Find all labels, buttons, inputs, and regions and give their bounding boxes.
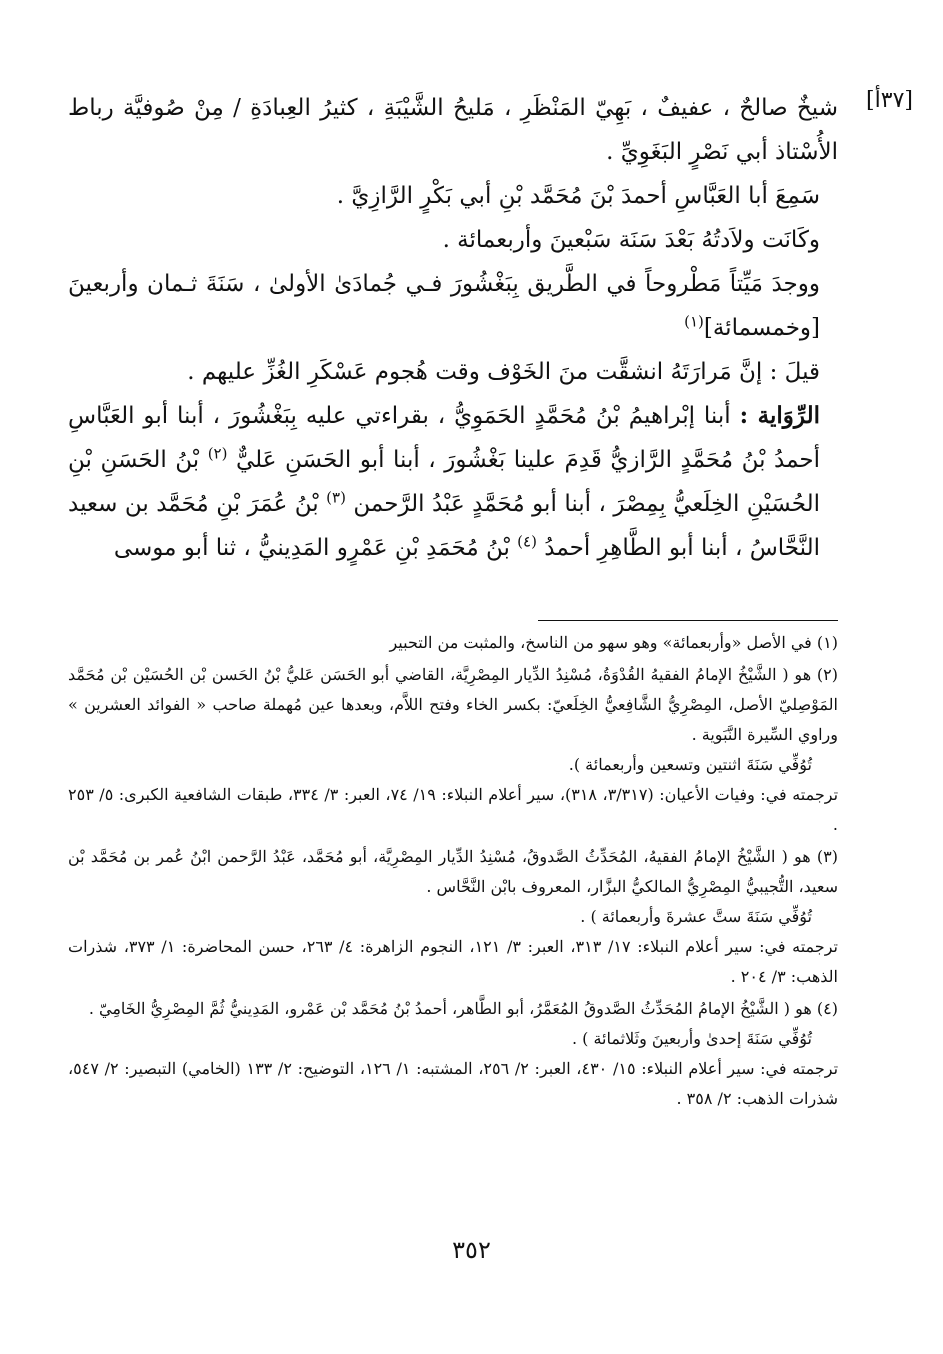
main-text bbox=[68, 86, 838, 570]
footnote-ref-1: (١) bbox=[684, 312, 704, 331]
footnote-ref-4: (٤) bbox=[517, 532, 537, 551]
footnote-3-death: تُوُفِّي سَنَةَ ستَّ عشرةَ وأربعمائة ) . bbox=[580, 907, 812, 926]
riwaya-text-d: بْنُ مُحَمَدِ بْنِ عَمْرٍو المَدِينيُّ ، ثنا أبو موسى bbox=[113, 535, 510, 561]
paragraph-hearing: سَمِعَ أبا العَبَّاسِ أحمدَ بْنَ مُحَمَّد بْنِ أبي بَكْرٍ الرَّازِيَّ . bbox=[336, 183, 820, 209]
paragraph-description: شيخٌ صالحٌ ، عفيفٌ ، بَهِيّ المَنْظَرِ ، مَليحُ الشَّيْبَةِ ، كثيرُ العِبادَةِ / مِنْ صُوفيَّة رباط الأُسْتاذ أبي نَصْرٍ البَغَوِيِّ . bbox=[68, 95, 838, 165]
manuscript-folio-marker: [٣٧أ] bbox=[866, 88, 913, 113]
paragraph-death bbox=[68, 262, 838, 350]
footnote-2-death: تُوُفِّي سَنَةَ اثنتين وتسعين وأربعمائة ). bbox=[568, 755, 812, 774]
footnote-ref-3: (٣) bbox=[326, 488, 346, 507]
footnote-ref-2: (٢) bbox=[207, 444, 228, 463]
footnote-2 bbox=[68, 660, 838, 840]
riwaya-label: الرِّوَاية : bbox=[739, 402, 820, 429]
death-text: ووجدَ مَيِّتاً مَطْروحاً في الطَّريق بِبَغْشُورَ فـي جُمادَىٰ الأولىٰ ، سَنَةَ ثـمان وأربعينَ [وخمسمائة] bbox=[68, 271, 820, 341]
footnote-4 bbox=[68, 994, 838, 1114]
footnote-4-death: تُوُفِّي سَنَةَ إحدىٰ وأربعينَ وثَلاثمائة ) . bbox=[571, 1029, 812, 1048]
footnote-2-sources: ترجمته في: وفيات الأعيان: (٣/٣١٧، ٣١٨)، سير أعلام النبلاء: ١٩/ ٧٤، العبر: ٣/ ٣٣٤، طبقات الشافعية الكبرى: ٥/ ٢٥٣ . bbox=[68, 785, 839, 834]
footnotes bbox=[68, 628, 838, 1116]
riwaya-text-a: أبنا إبْراهيمُ بْنُ مُحَمَّدٍ الحَمَوِيُّ ، بقراءتي عليه بِبَغْشُورَ ، أبنا أبو العَبَّاسِ أحمدُ بْنُ مُحَمَّدٍ الرَّازيُّ قَدِمَ علينا بَغْشُورَ ، أبنا أبو الحَسَنِ عَليٌّ bbox=[68, 403, 820, 473]
footnote-2-body: (٢) هو ( الشَّيْخُ الإمامُ الفقيهُ القُدْوَةُ، مُسْنِدُ الدِّيار المِصْرِيَّة، القاضي أبو الحَسَن عَليُّ بْنُ الحَسن بْن الحُسَيْن بْن مُحَمَّد المَوْصِليّ الأصل، المِصْرِيُّ الشَّافِعيُّ الخِلَعيّ: بكسر الخاء وفتح اللاَّم، وبعدها عين مُهملة صاحب « الفوائد العشرين » وراوي السِّيرة النَّبَوية . bbox=[68, 665, 838, 744]
paragraph-said: قيلَ : إنَّ مَرارَتَهُ انشقَّت منَ الخَوْف وقت هُجوم عَسْكَرِ الغُزِّ عليهم . bbox=[187, 359, 820, 385]
page-number: ٣٥٢ bbox=[452, 1236, 491, 1264]
footnote-4-sources: ترجمته في: سير أعلام النبلاء: ١٥/ ٤٣٠، العبر: ٢/ ٢٥٦، المشتبه: ١/ ١٢٦، التوضيح: ٢/ ١٣٣ (الخامي) التبصير: ٢/ ٥٤٧، شذرات الذهب: ٢/ ٣٥٨ . bbox=[68, 1059, 839, 1108]
riwaya-text-b: بْنُ الحَسَنِ بْنِ الحُسَيْنِ الخِلَعيُّ بِمِصْرَ ، أبنا أبو مُحَمَّدٍ عَبْدُ الرَّحمن bbox=[68, 447, 821, 517]
footnote-4-body: (٤) هو ( الشَّيْخُ الإمامُ المُحَدِّثُ الصَّدوقُ المُعَمَّرُ، أبو الطَّاهر، أحمدُ بْنُ مُحَمَّد بْن عَمْرو، المَدِينيُّ ثُمَّ المِصْرِيُّ الخَامِيّ . bbox=[88, 999, 838, 1018]
footnote-3 bbox=[68, 842, 838, 992]
paragraph-riwaya bbox=[68, 394, 838, 570]
paragraph-birth: وكَانَت ولاَدتُهُ بَعْدَ سَنَة سَبْعينَ وأربعمائة . bbox=[442, 227, 820, 253]
footnote-3-body: (٣) هو ( الشَّيْخُ الإمامُ الفقيهُ، المُحَدِّثُ الصَّدوقُ، مُسْنِدُ الدِّيار المِصْرِيَّة، أبو مُحَمَّد، عَبْدُ الرَّحمن ابْنُ عُمر بن مُحَمَّد بْن سعيد، التُّجيبيُّ المِصْرِيُّ المالكيُّ البزَّار، المعروف بابْن النَّحَّاس . bbox=[68, 847, 838, 896]
footnote-1: (١) في الأصل «وأربعمائة» وهو سهو من الناسخ، والمثبت من التحبير bbox=[389, 633, 838, 652]
footnote-divider bbox=[538, 620, 838, 621]
riwaya-text-c: بْنُ عُمَرَ بْنِ مُحَمَّد بن سعيد النَّحَّاسُ ، أبنا أبو الطَّاهِرِ أحمدُ bbox=[68, 491, 820, 561]
footnote-3-sources: ترجمته في: سير أعلام النبلاء: ١٧/ ٣١٣، العبر: ٣/ ١٢١، النجوم الزاهرة: ٤/ ٢٦٣، حسن المحاضرة: ١/ ٣٧٣، شذرات الذهب: ٣/ ٢٠٤ . bbox=[68, 937, 838, 986]
